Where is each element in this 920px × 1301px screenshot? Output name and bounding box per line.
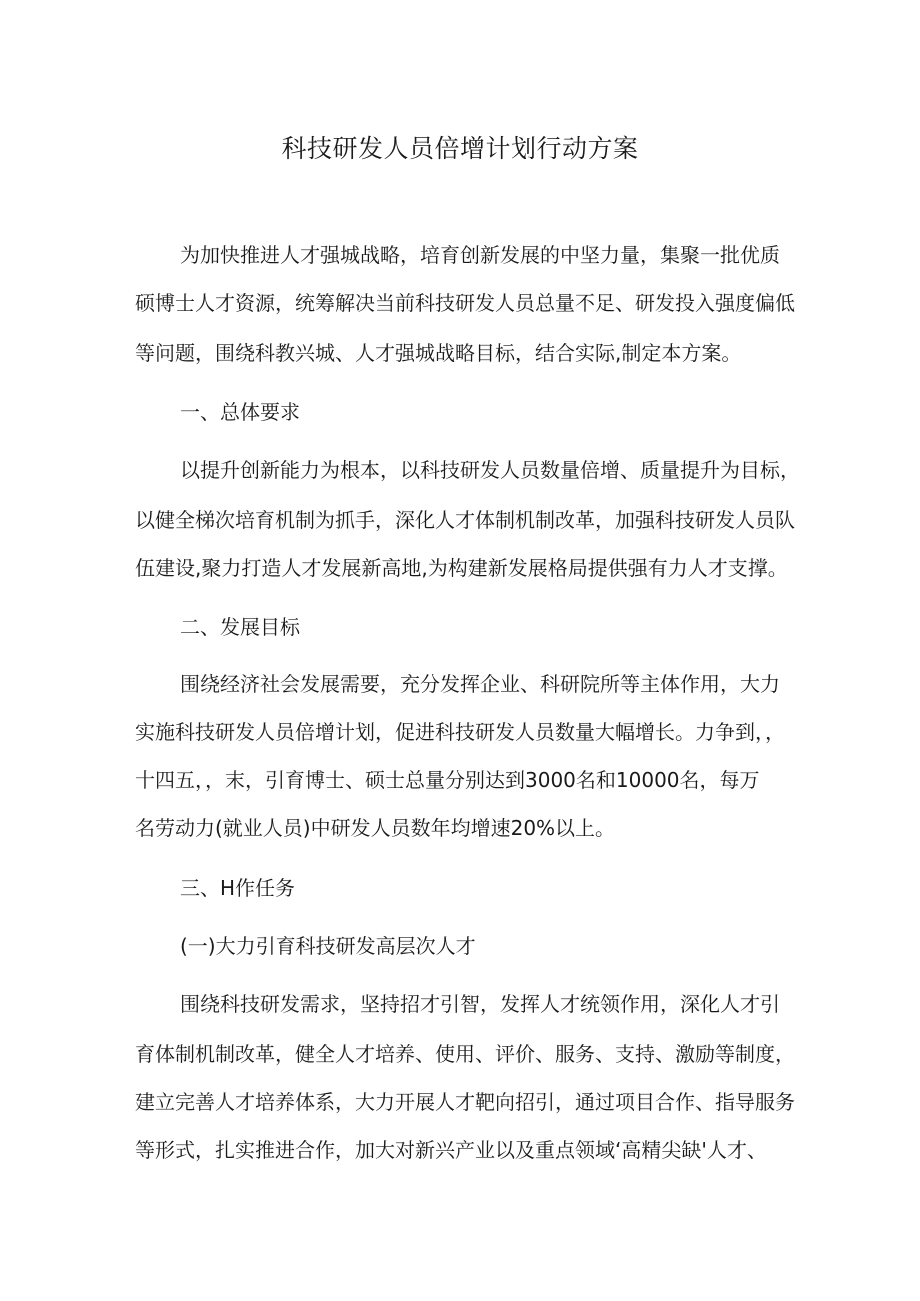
document-title: 科技研发人员倍增计划行动方案 [281, 134, 639, 163]
subsection-1-line-1: 围绕科技研发需求，坚持招才引智，发挥人才统领作用，深化人才引 [180, 992, 780, 1016]
subsection-1-line-2: 育体制机制改革，健全人才培养、使用、评价、服务、支持、激励等制度， [135, 1042, 795, 1066]
subsection-1-line-4: 等形式，扎实推进合作，加大对新兴产业以及重点领域‘高精尖缺'人才、 [135, 1138, 767, 1162]
section-2-line-1: 围绕经济社会发展需要，充分发挥企业、科研院所等主体作用，大力 [180, 672, 780, 696]
section-1-line-1: 以提升创新能力为根本，以科技研发人员数量倍增、质量提升为目标， [180, 458, 800, 482]
section-2-line-2: 实施科技研发人员倍增计划，促进科技研发人员数量大幅增长。力争到，， [135, 720, 785, 744]
section-3-heading: 三、H作任务 [180, 876, 296, 900]
intro-line-3: 等问题，围绕科教兴城、人才强城战略目标，结合实际,制定本方案。 [135, 341, 742, 365]
section-1-line-2: 以健全梯次培育机制为抓手，深化人才体制机制改革，加强科技研发人员队 [135, 508, 795, 532]
section-2-line-4: 名劳动力(就业人员)中研发人员数年均增速20%以上。 [135, 816, 616, 840]
intro-line-1: 为加快推进人才强城战略，培育创新发展的中坚力量，集聚一批优质 [180, 243, 780, 267]
subsection-1-heading: (一)大力引育科技研发高层次人才 [180, 934, 476, 958]
section-1-line-3: 伍建设,聚力打造人才发展新高地,为构建新发展格局提供强有力人才支撑。 [135, 556, 788, 580]
section-2-heading: 二、发展目标 [180, 615, 300, 639]
section-1-heading: 一、总体要求 [180, 400, 300, 424]
section-2-line-3: 十四五，，末，引育博士、硕士总量分别达到3000名和10000名，每万 [135, 768, 760, 792]
intro-line-2: 硕博士人才资源，统筹解决当前科技研发人员总量不足、研发投入强度偏低 [135, 291, 795, 315]
subsection-1-line-3: 建立完善人才培养体系，大力开展人才靶向招引，通过项目合作、指导服务 [135, 1090, 795, 1114]
